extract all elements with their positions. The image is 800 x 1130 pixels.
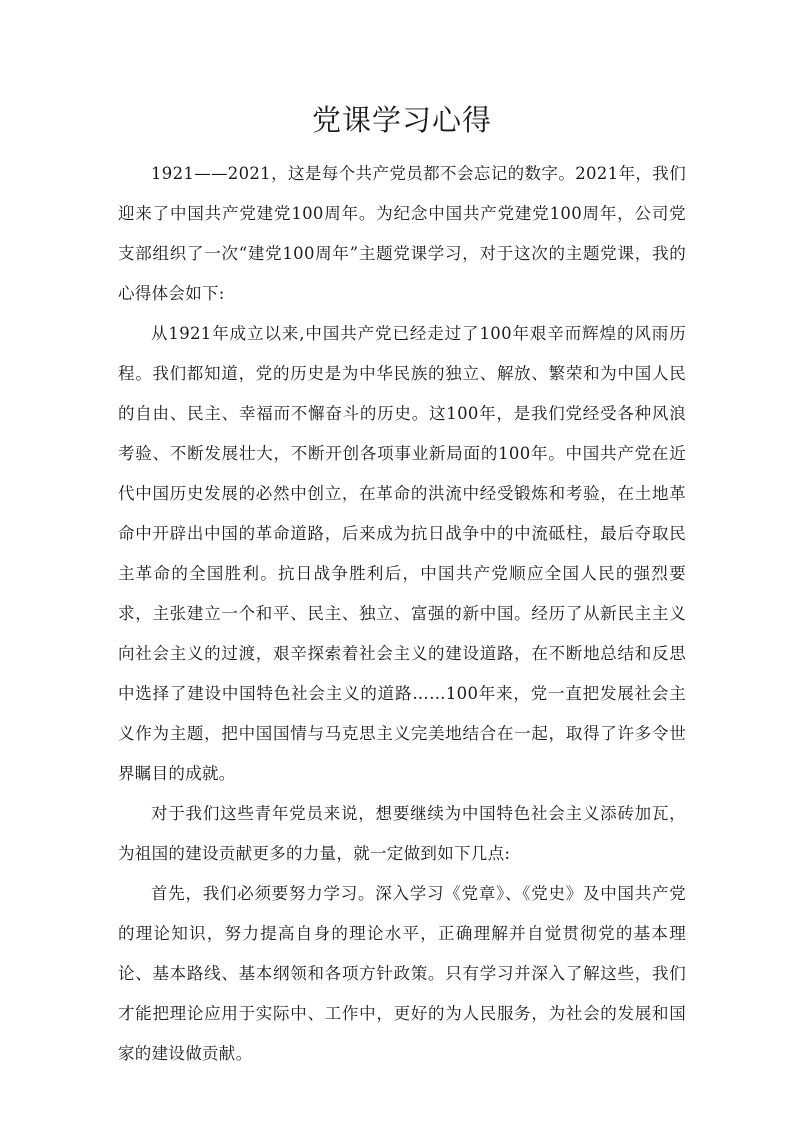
paragraph-study: 首先，我们必须要努力学习。深入学习《党章》、《党史》及中国共产党的理论知识，努力提高自身的理论水平，正确理解并自觉贯彻党的基本理论、基本路线、基本纲领和各项方针政策。只有学习并深入了解这些，我们才能把理论应用于实际中、工作中，更好的为人民服务，为社会的发展和国家的建设做贡献。 [118,884,686,1063]
document-page [118,100,686,1074]
paragraph-youth: 对于我们这些青年党员来说，想要继续为中国特色社会主义添砖加瓦，为祖国的建设贡献更多的力量，就一定做到如下几点: [118,804,686,863]
document-title: 党课学习心得 [311,103,492,137]
paragraph-intro: 1921——2021，这是每个共产党员都不会忘记的数字。2021年，我们迎来了中国共产党建党100周年。为纪念中国共产党建党100周年，公司党支部组织了一次“建党100周年”主题党课学习，对于这次的主题党课，我的心得体会如下: [118,164,686,303]
paragraph-history: 从1921年成立以来,中国共产党已经走过了100年艰辛而辉煌的风雨历程。我们都知道，党的历史是为中华民族的独立、解放、繁荣和为中国人民的自由、民主、幸福而不懈奋斗的历史。这100年，是我们党经受各种风浪考验、不断发展壮大，不断开创各项事业新局面的100年。中国共产党在近代中国历史发展的必然中创立，在革命的洪流中经受锻炼和考验，在土地革命中开辟出中国的革命道路，后来成为抗日战争中的中流砥柱，最后夺取民主革命的全国胜利。抗日战争胜利后，中国共产党顺应全国人民的强烈要求，主张建立一个和平、民主、独立、富强的新中国。经历了从新民主主义向社会主义的过渡，艰辛探索着社会主义的建设道路，在不断地总结和反思中选择了建设中国特色社会主义的道路……100年来，党一直把发展社会主义作为主题，把中国国情与马克思主义完美地结合在一起，取得了许多令世界瞩目的成就。 [118,324,686,783]
